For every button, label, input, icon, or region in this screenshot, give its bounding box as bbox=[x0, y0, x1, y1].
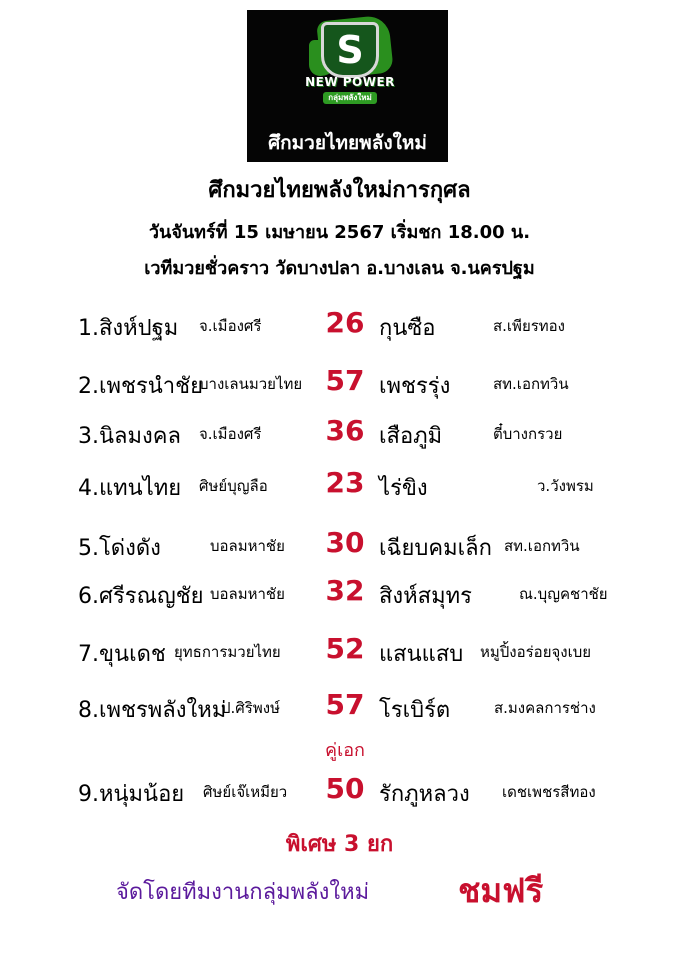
left-fighter: 6.ศรีรณญชัย bbox=[78, 584, 204, 609]
special-rounds: พิเศษ 3 ยก bbox=[285, 832, 394, 857]
bout-row bbox=[0, 466, 679, 510]
event-date: วันจันทร์ที่ 15 เมษายน 2567 เริ่มชก 18.00 น. bbox=[148, 222, 531, 243]
right-fighter: เพชรรุ่ง bbox=[379, 374, 451, 399]
event-venue: เวทีมวยชั่วคราว วัดบางปลา อ.บางเลน จ.นครปฐม bbox=[144, 258, 535, 279]
weight-number: 23 bbox=[325, 466, 365, 499]
left-camp: บอลมหาชัย bbox=[210, 585, 285, 603]
weight-number: 57 bbox=[325, 688, 365, 721]
right-camp: หมูปิ้งอร่อยจุงเบย bbox=[480, 643, 592, 661]
left-camp: บางเลนมวยไทย bbox=[199, 375, 303, 393]
left-fighter: 8.เพชรพลังใหม่ bbox=[78, 698, 227, 723]
right-camp: ตี๋บางกรวย bbox=[493, 425, 563, 443]
left-fighter: 1.สิงห์ปฐม bbox=[78, 316, 179, 341]
logo-letter: S bbox=[336, 28, 364, 72]
right-camp: เดชเพชรสีทอง bbox=[502, 783, 596, 801]
bout-row bbox=[0, 688, 679, 732]
right-camp: สท.เอกทวิน bbox=[504, 537, 580, 555]
left-camp: ศิษย์เจ๊เหมียว bbox=[203, 783, 288, 801]
free-admission: ชมฟรี bbox=[458, 871, 544, 910]
bout-row bbox=[0, 772, 679, 816]
left-camp: จ.เมืองศรี bbox=[199, 317, 262, 335]
right-fighter: เสือภูมิ bbox=[379, 424, 443, 449]
logo-caption: ศึกมวยไทยพลังใหม่ bbox=[268, 132, 427, 154]
left-camp: ป.ศิริพงษ์ bbox=[221, 699, 280, 717]
weight-number: 36 bbox=[325, 414, 365, 447]
bout-row bbox=[0, 414, 679, 458]
bout-row bbox=[0, 574, 679, 618]
left-fighter: 7.ขุนเดช bbox=[78, 642, 166, 667]
left-camp: จ.เมืองศรี bbox=[199, 425, 262, 443]
weight-number: 57 bbox=[325, 364, 365, 397]
left-camp: ศิษย์บุญลือ bbox=[199, 477, 268, 495]
right-fighter: โรเบิร์ต bbox=[379, 698, 451, 723]
event-title: ศึกมวยไทยพลังใหม่การกุศล bbox=[208, 178, 471, 203]
bout-row bbox=[0, 364, 679, 408]
weight-number: 26 bbox=[325, 306, 365, 339]
bout-row bbox=[0, 306, 679, 350]
weight-number: 32 bbox=[325, 574, 365, 607]
right-camp: สท.เอกทวิน bbox=[493, 375, 569, 393]
left-camp: ยุทธการมวยไทย bbox=[174, 643, 281, 661]
right-camp: ส.เพียรทอง bbox=[493, 317, 566, 335]
left-fighter: 9.หนุ่มน้อย bbox=[78, 782, 185, 807]
left-camp: บอลมหาชัย bbox=[210, 537, 285, 555]
logo bbox=[247, 10, 448, 162]
left-fighter: 4.แทนไทย bbox=[78, 476, 182, 501]
bout-row bbox=[0, 632, 679, 676]
weight-number: 50 bbox=[325, 772, 365, 805]
shield-icon bbox=[321, 22, 379, 78]
logo-sub: กลุ่มพลังใหม่ bbox=[323, 92, 377, 104]
right-fighter: กุนซือ bbox=[379, 316, 436, 341]
weight-number: 30 bbox=[325, 526, 365, 559]
left-fighter: 3.นิลมงคล bbox=[78, 424, 181, 449]
right-fighter: แสนแสบ bbox=[379, 642, 464, 667]
right-fighter: รักภูหลวง bbox=[379, 782, 470, 807]
right-camp: ณ.บุญคชาชัย bbox=[519, 585, 608, 603]
logo-brand: NEW POWER bbox=[305, 75, 395, 89]
left-fighter: 5.โด่งดัง bbox=[78, 536, 161, 561]
left-fighter: 2.เพชรนำชัย bbox=[78, 374, 203, 399]
weight-number: 52 bbox=[325, 632, 365, 665]
right-camp: ว.วังพรม bbox=[537, 477, 594, 495]
right-fighter: สิงห์สมุทร bbox=[379, 584, 472, 609]
bout-row bbox=[0, 526, 679, 570]
right-fighter: เฉียบคมเล็ก bbox=[379, 536, 492, 561]
main-event-label: คู่เอก bbox=[325, 740, 365, 761]
right-camp: ส.มงคลการช่าง bbox=[494, 699, 596, 717]
organizer: จัดโดยทีมงานกลุ่มพลังใหม่ bbox=[116, 880, 370, 905]
right-fighter: ไร่ขิง bbox=[379, 476, 428, 501]
